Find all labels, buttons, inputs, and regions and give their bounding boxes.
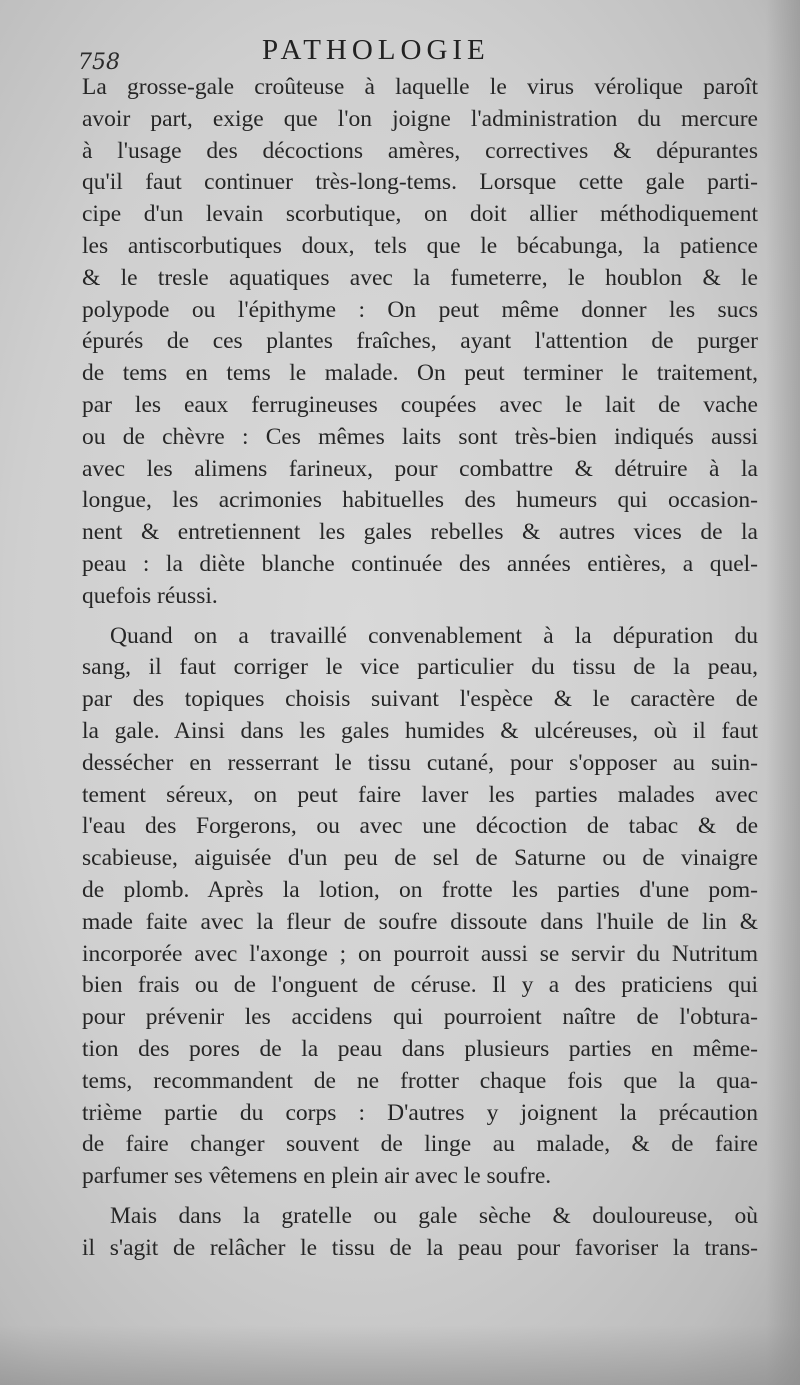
text-line: de tems en tems le malade. On peut terminer le traitement,	[82, 360, 758, 387]
page-number: 758	[78, 50, 120, 75]
text-line: made faite avec la fleur de soufre dissoute dans l'huile de lin &	[82, 908, 758, 935]
text-line: à l'usage des décoctions amères, correctives & dépurantes	[82, 137, 758, 164]
text-line: de faire changer souvent de linge au malade, & de faire	[82, 1131, 758, 1158]
text-line: Quand on a travaillé convenablement à la dépuration du	[110, 622, 758, 649]
text-line: par des topiques choisis suivant l'espèce & le caractère de	[82, 686, 758, 713]
text-line: polypode ou l'épithyme : On peut même donner les sucs	[82, 296, 758, 323]
text-line: les antiscorbutiques doux, tels que le bécabunga, la patience	[82, 232, 758, 259]
text-line: & le tresle aquatiques avec la fumeterre, le houblon & le	[82, 264, 758, 291]
body-text	[82, 72, 758, 1264]
text-line: nent & entretiennent les gales rebelles & autres vices de la	[82, 519, 758, 546]
text-line: incorporée avec l'axonge ; on pourroit aussi se servir du Nutritum	[82, 940, 758, 967]
text-line: trième partie du corps : D'autres y joignent la précaution	[82, 1099, 758, 1126]
text-line: peau : la diète blanche continuée des années entières, a quel-	[82, 550, 758, 577]
text-line: La grosse-gale croûteuse à laquelle le virus vérolique paroît	[82, 74, 758, 100]
running-head: PATHOLOGIE	[262, 34, 490, 66]
page-edge-shadow	[766, 0, 800, 1385]
text-line: longue, les acrimonies habituelles des humeurs qui occasion-	[82, 487, 758, 514]
text-line: l'eau des Forgerons, ou avec une décoction de tabac & de	[82, 813, 758, 840]
text-line: scabieuse, aiguisée d'un peu de sel de Saturne ou de vinaigre	[82, 845, 758, 872]
text-line: épurés de ces plantes fraîches, ayant l'attention de purger	[82, 328, 758, 355]
text-line: la gale. Ainsi dans les gales humides & ulcéreuses, où il faut	[82, 717, 758, 744]
text-line: par les eaux ferrugineuses coupées avec le lait de vache	[82, 391, 758, 418]
text-line: cipe d'un levain scorbutique, on doit allier méthodiquement	[82, 201, 758, 228]
text-line: Mais dans la gratelle ou gale sèche & douloureuse, où	[110, 1202, 758, 1229]
text-line: pour prévenir les accidens qui pourroient naître de l'obtura-	[82, 1004, 758, 1031]
text-line: de plomb. Après la lotion, on frotte les parties d'une pom-	[82, 876, 758, 903]
text-line: il s'agit de relâcher le tissu de la peau pour favoriser la trans-	[82, 1234, 758, 1261]
text-line: sang, il faut corriger le vice particulier du tissu de la peau,	[82, 654, 758, 681]
text-line: tion des pores de la peau dans plusieurs parties en même-	[82, 1035, 758, 1062]
paragraph-gap	[82, 1193, 758, 1201]
paragraph-gap	[82, 613, 758, 621]
text-line: bien frais ou de l'onguent de céruse. Il y a des praticiens qui	[82, 972, 758, 999]
text-line: tement séreux, on peut faire laver les parties malades avec	[82, 781, 758, 808]
text-line: quefois réussi.	[82, 582, 218, 609]
text-line: avec les alimens farineux, pour combattre & détruire à la	[82, 455, 758, 482]
text-line: ou de chèvre : Ces mêmes laits sont très-bien indiqués aussi	[82, 423, 758, 450]
page-bottom-shadow	[0, 1325, 800, 1385]
text-line: tems, recommandent de ne frotter chaque fois que la qua-	[82, 1067, 758, 1094]
text-line: dessécher en resserrant le tissu cutané, pour s'opposer au suin-	[82, 749, 758, 776]
text-line: avoir part, exige que l'on joigne l'administration du mercure	[82, 105, 758, 132]
text-line: qu'il faut continuer très-long-tems. Lorsque cette gale parti-	[82, 169, 758, 196]
text-line: parfumer ses vêtemens en plein air avec le soufre.	[82, 1163, 552, 1190]
